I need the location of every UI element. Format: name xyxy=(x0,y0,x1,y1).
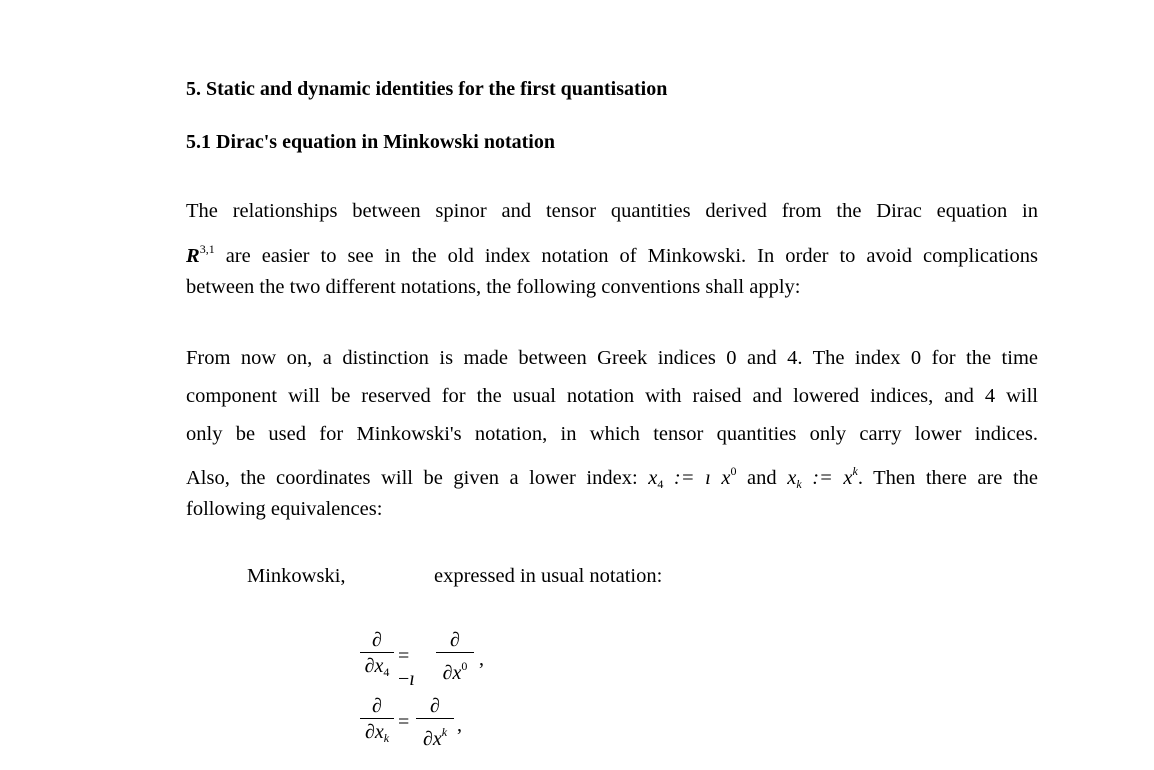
paragraph-text: are easier to see in the old index notation of Minkowski. In order to avoid complications xyxy=(214,244,1038,267)
paragraph-line: component will be reserved for the usual notation with raised and lowered indices, and 4 will xyxy=(186,384,1038,407)
inline-equation-x4: $x_4$ := ı $x^0$ xyxy=(648,464,737,492)
paragraph-text: and xyxy=(747,467,777,490)
subsection-heading: 5.1 Dirac's equation in Minkowski notation xyxy=(186,131,555,153)
column-label-usual: expressed in usual notation: xyxy=(434,565,663,587)
inline-equation-xk: xk := $x^k$ xyxy=(787,464,858,492)
paragraph-line xyxy=(186,453,1038,491)
equals-sign: = −ı xyxy=(398,645,415,690)
paragraph-line: following equivalences: xyxy=(186,498,383,521)
paragraph-conventions xyxy=(186,340,1038,529)
section-heading: 5. Static and dynamic identities for the first quantisation xyxy=(186,78,668,100)
equals-sign: = xyxy=(398,711,410,733)
paragraph-line: between the two different notations, the following conventions shall apply: xyxy=(186,275,801,298)
comma: , xyxy=(479,648,484,670)
math-symbol-R: R xyxy=(186,244,200,267)
fraction-d-dxk-lower: ∂ $\partial x_k$ xyxy=(360,694,394,745)
paragraph-line: The relationships between spinor and tensor quantities derived from the Dirac equation in xyxy=(186,200,1038,222)
fraction-d-dx4: ∂ $\partial x_4$ xyxy=(360,628,394,679)
fraction-d-dx0: ∂ $\partial x^0$ xyxy=(436,628,474,679)
paragraph-intro xyxy=(186,193,1038,306)
comma: , xyxy=(457,714,462,736)
column-label-minkowski: Minkowski, xyxy=(247,565,346,587)
fraction-d-dxk-upper: ∂ $\partial x^k$ xyxy=(416,694,454,745)
paragraph-text: . Then there are the xyxy=(857,467,1038,490)
paragraph-line: From now on, a distinction is made between Greek indices 0 and 4. The index 0 for the time xyxy=(186,347,1038,369)
math-superscript: 3,1 xyxy=(199,241,215,256)
paragraph-line: only be used for Minkowski's notation, in which tensor quantities only carry lower indices. xyxy=(186,422,1038,445)
paragraph-text: Also, the coordinates will be given a lower index: xyxy=(186,467,638,490)
paragraph-line xyxy=(186,231,1038,269)
